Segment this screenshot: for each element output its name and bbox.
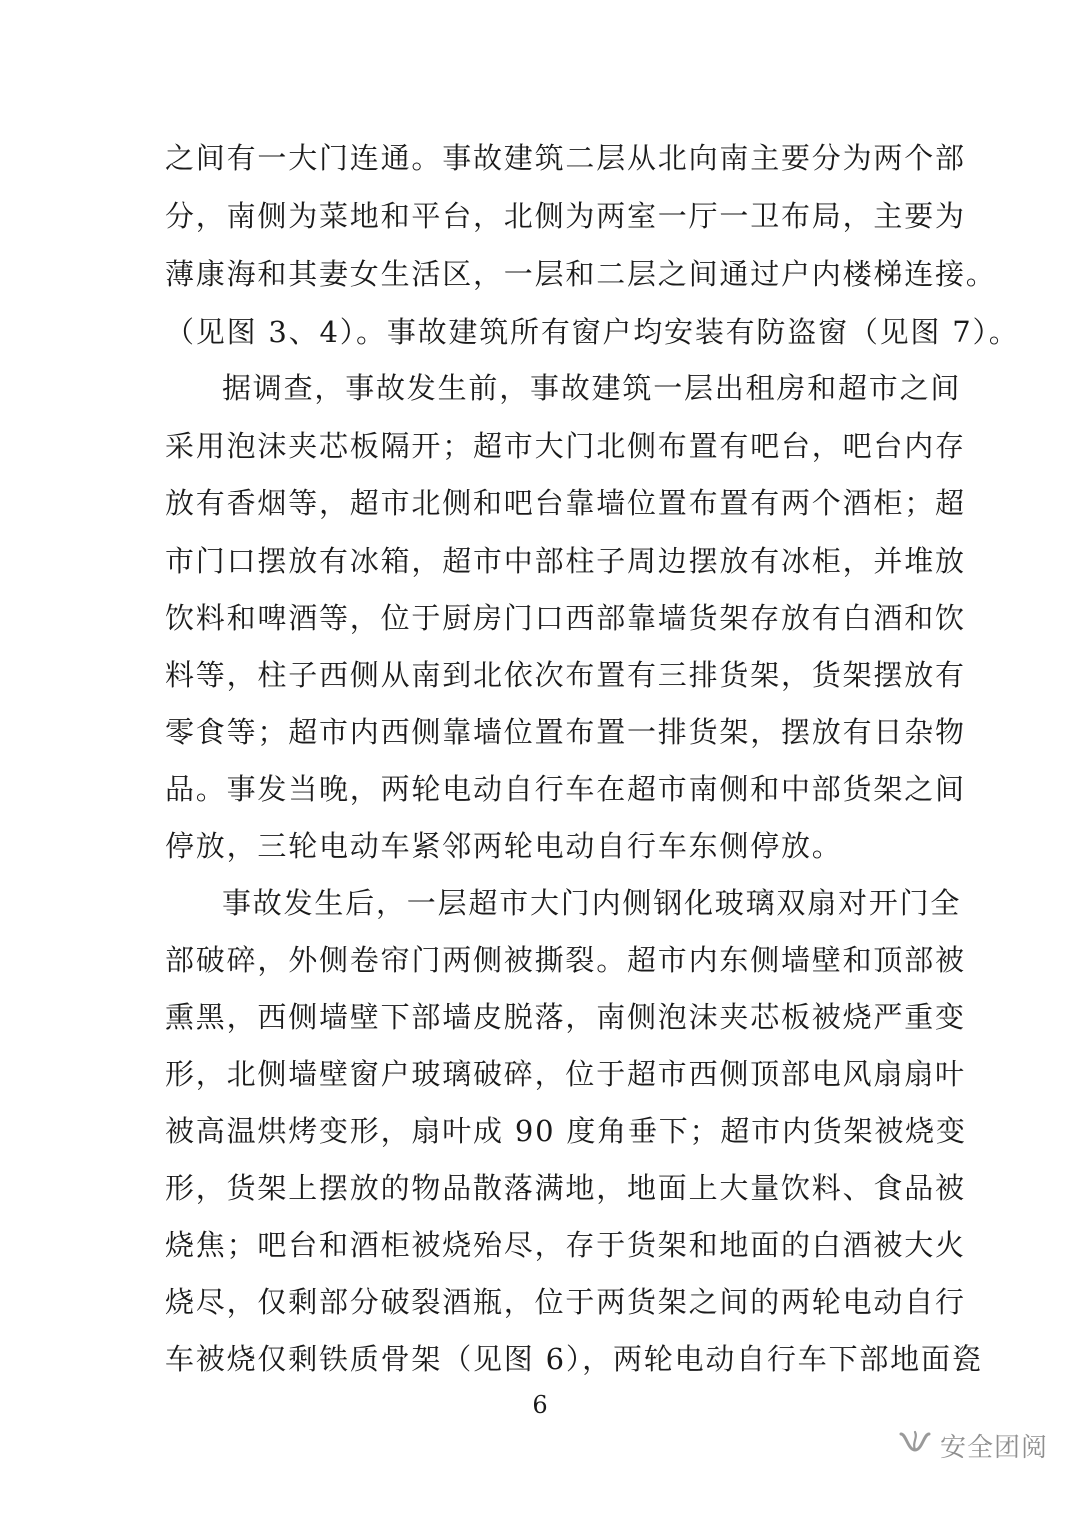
text-line: 烧尽，仅剩部分破裂酒瓶，位于两货架之间的两轮电动自行 [165,1285,966,1319]
paragraph-first-line: 事故发生后，一层超市大门内侧钢化玻璃双扇对开门全 [222,886,962,920]
text-line: 形，货架上摆放的物品散落满地，地面上大量饮料、食品被 [165,1171,966,1205]
paragraph-first-line: 据调查，事故发生前，事故建筑一层出租房和超市之间 [222,371,962,405]
text-line: 熏黑，西侧墙壁下部墙皮脱落，南侧泡沫夹芯板被烧严重变 [165,1000,966,1034]
text-line: 形，北侧墙壁窗户玻璃破碎，位于超市西侧顶部电风扇扇叶 [165,1057,966,1091]
text-line: 车被烧仅剩铁质骨架（见图 6），两轮电动自行车下部地面瓷 [165,1342,983,1376]
text-line: 烧焦；吧台和酒柜被烧殆尽，存于货架和地面的白酒被大火 [165,1228,966,1262]
text-line: 品。事发当晚，两轮电动自行车在超市南侧和中部货架之间 [165,772,966,806]
text-line: 料等，柱子西侧从南到北依次布置有三排货架，货架摆放有 [165,658,966,692]
wechat-channel-icon [898,1428,932,1462]
text-line: 之间有一大门连通。事故建筑二层从北向南主要分为两个部 [165,141,966,175]
page-number: 6 [532,1391,548,1419]
text-line: 市门口摆放有冰箱，超市中部柱子周边摆放有冰柜，并堆放 [165,544,966,578]
text-line: 采用泡沫夹芯板隔开；超市大门北侧布置有吧台，吧台内存 [165,429,966,463]
text-line: （见图 3、4）。事故建筑所有窗户均安装有防盗窗（见图 7）。 [165,315,1020,349]
text-line: 被高温烘烤变形，扇叶成 90 度角垂下；超市内货架被烧变 [165,1114,967,1148]
text-line: 停放，三轮电动车紧邻两轮电动自行车东侧停放。 [165,829,843,863]
text-line: 放有香烟等，超市北侧和吧台靠墙位置布置有两个酒柜；超 [165,486,966,520]
text-line: 零食等；超市内西侧靠墙位置布置一排货架，摆放有日杂物 [165,715,966,749]
text-line: 部破碎，外侧卷帘门两侧被撕裂。超市内东侧墙壁和顶部被 [165,943,966,977]
text-line: 饮料和啤酒等，位于厨房门口西部靠墙货架存放有白酒和饮 [165,601,966,635]
watermark [898,1428,1048,1462]
text-line: 薄康海和其妻女生活区，一层和二层之间通过户内楼梯连接。 [165,257,997,291]
watermark-text: 安全团阅 [940,1432,1049,1463]
text-line: 分，南侧为菜地和平台，北侧为两室一厅一卫布局，主要为 [165,199,966,233]
